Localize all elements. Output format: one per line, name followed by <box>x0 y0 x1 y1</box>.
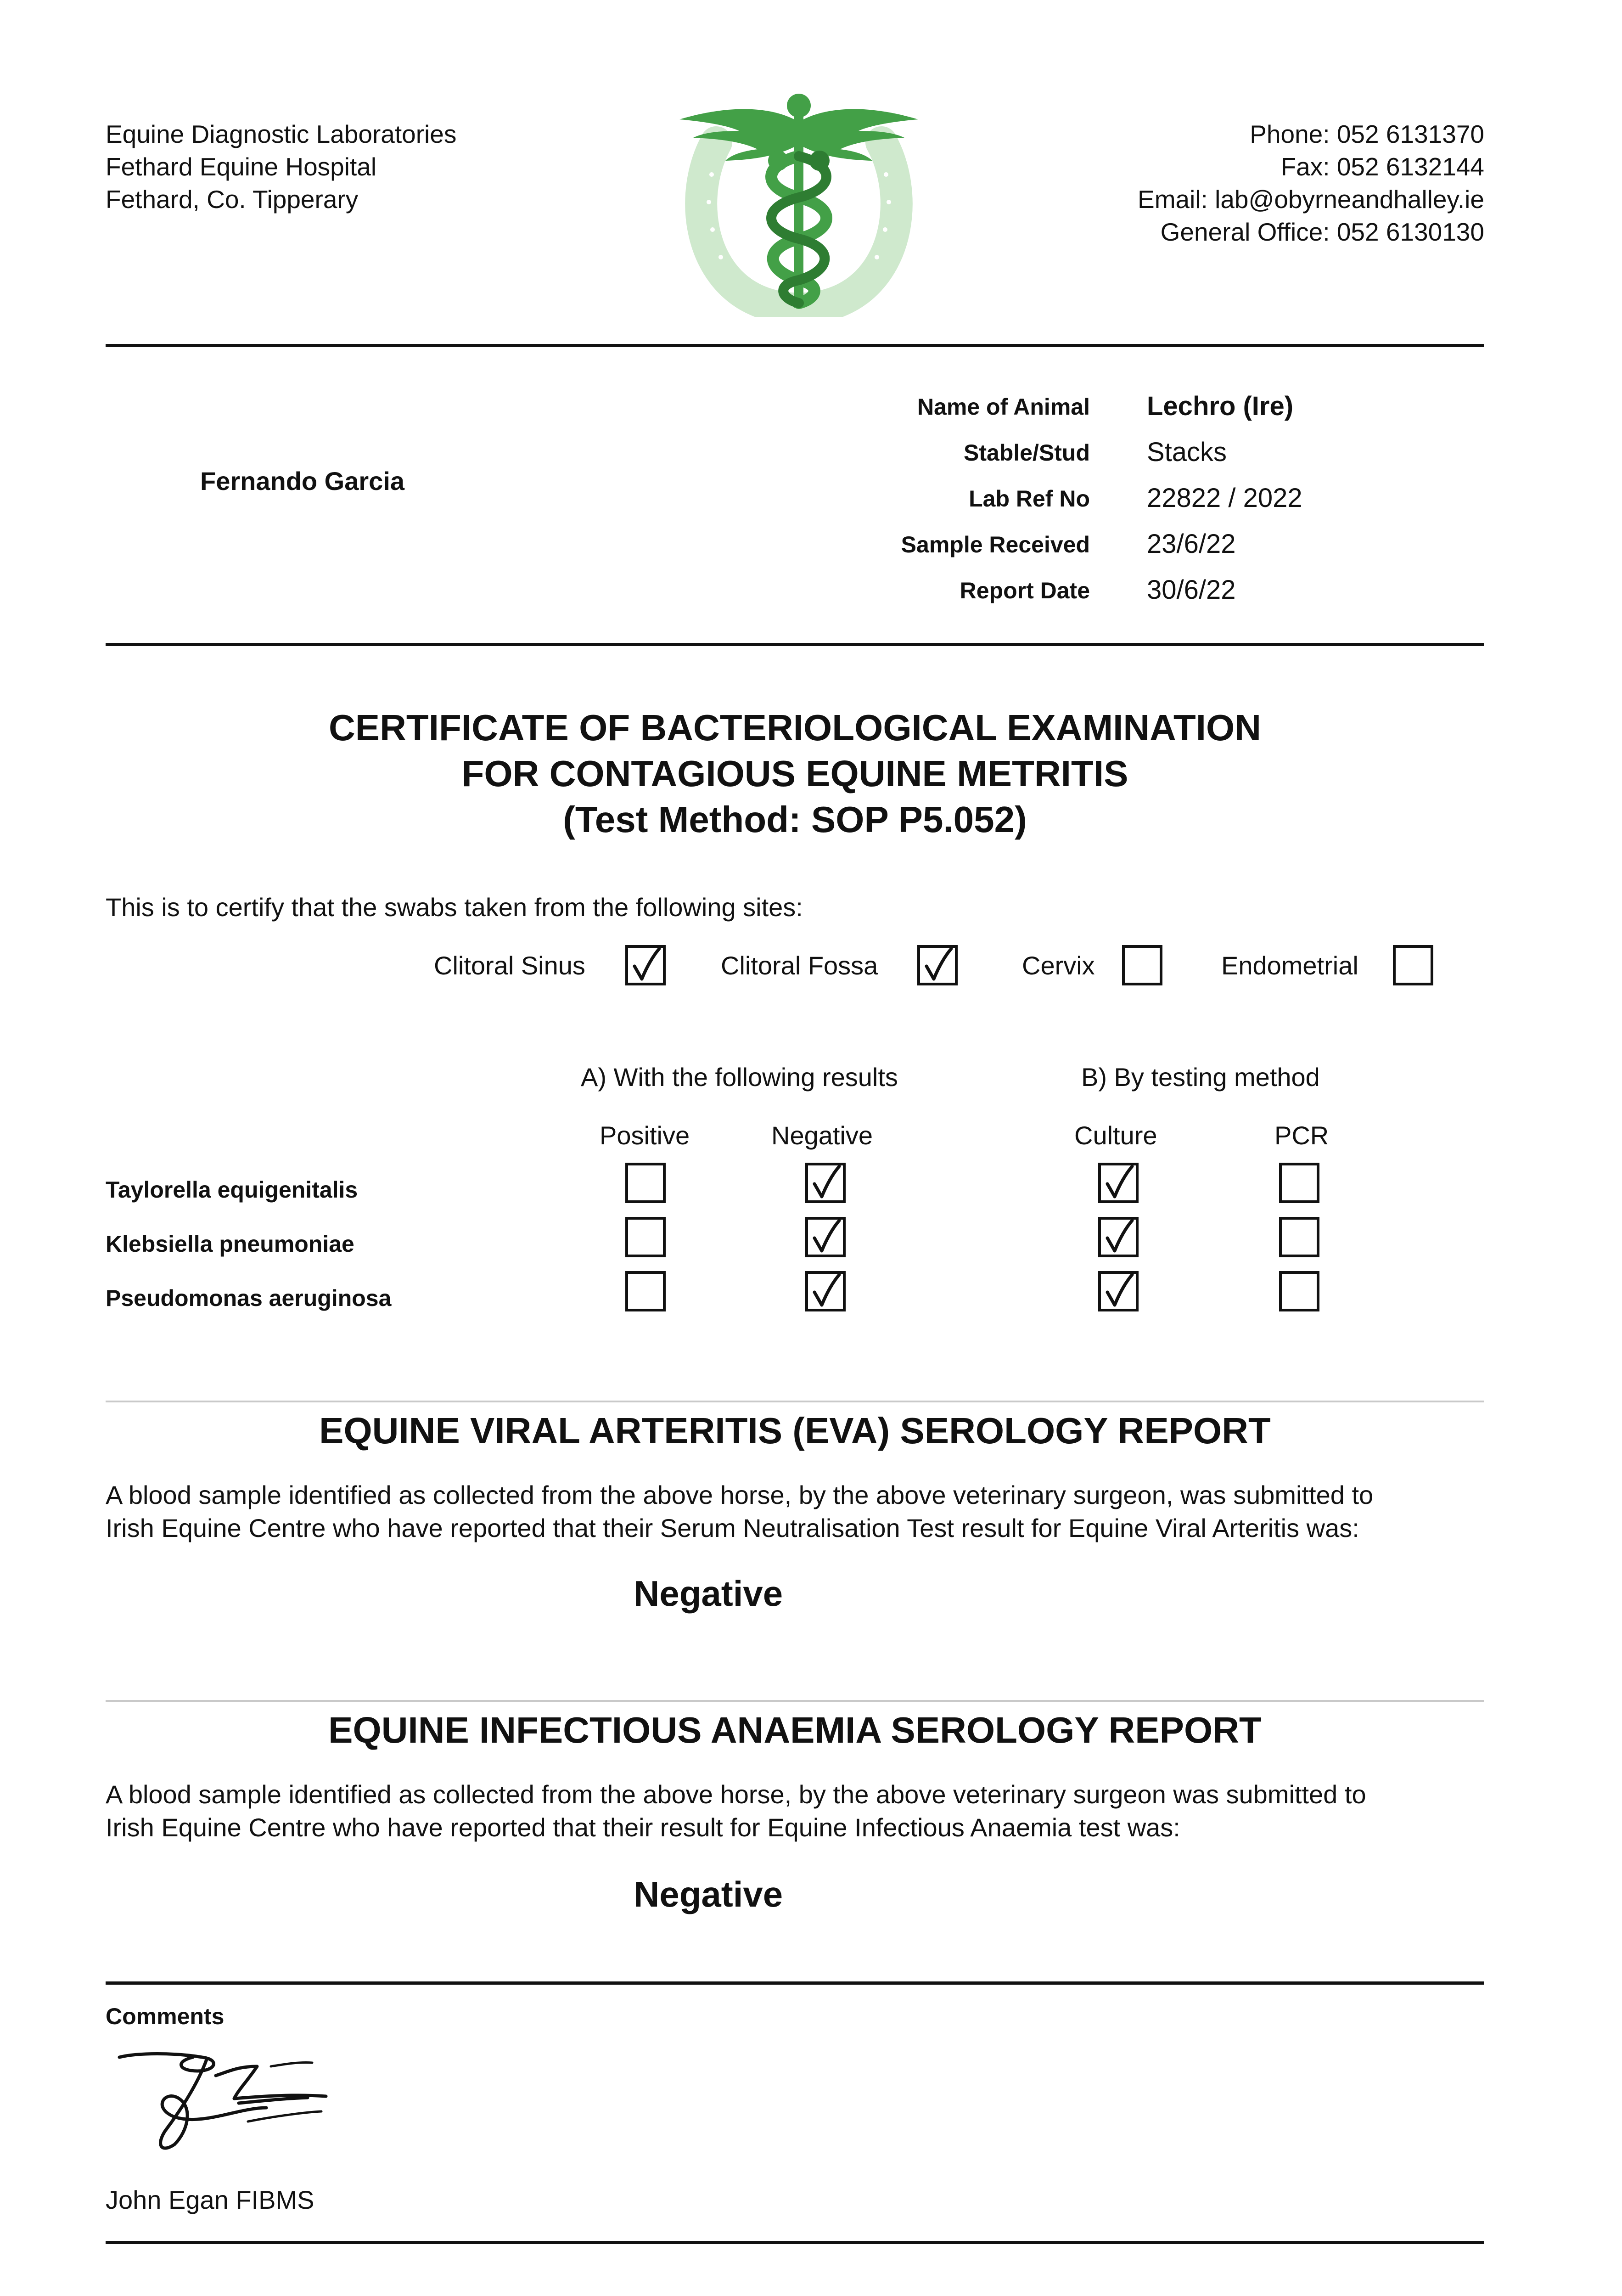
checkmark-icon <box>811 1165 843 1201</box>
eva-title: EQUINE VIRAL ARTERITIS (EVA) SEROLOGY REPORT <box>319 1410 1271 1451</box>
detail-value: 30/6/22 <box>1147 575 1236 605</box>
detail-row <box>872 526 1561 567</box>
detail-label: Report Date <box>960 578 1090 603</box>
eva-result: Negative <box>634 1573 783 1614</box>
result-checkbox <box>1098 1271 1139 1311</box>
checkmark-icon <box>1104 1219 1136 1255</box>
title-line: CERTIFICATE OF BACTERIOLOGICAL EXAMINATION <box>328 707 1262 748</box>
certificate-title <box>106 705 1484 843</box>
divider <box>106 643 1484 646</box>
detail-label: Sample Received <box>901 532 1090 557</box>
detail-row <box>872 480 1561 521</box>
organism-name: Pseudomonas aeruginosa <box>106 1285 392 1311</box>
divider <box>106 1981 1484 1985</box>
col-negative: Negative <box>771 1121 873 1150</box>
lab-address <box>106 118 456 216</box>
detail-label: Stable/Stud <box>963 440 1090 466</box>
checkmark-icon <box>923 947 955 984</box>
office-line: General Office: 052 6130130 <box>1160 218 1484 246</box>
detail-label: Lab Ref No <box>969 486 1090 512</box>
result-checkbox <box>1279 1217 1319 1257</box>
eia-title: EQUINE INFECTIOUS ANAEMIA SEROLOGY REPORT <box>328 1710 1262 1750</box>
detail-value: 23/6/22 <box>1147 529 1236 559</box>
group-a-heading: A) With the following results <box>581 1063 898 1092</box>
divider <box>106 1700 1484 1702</box>
result-checkbox <box>625 1271 666 1311</box>
divider <box>106 344 1484 347</box>
site-checkbox <box>1393 945 1433 985</box>
body-line: A blood sample identified as collected from the above horse, by the above veterinary surgeon, was submitted to <box>106 1480 1374 1509</box>
title-line: FOR CONTAGIOUS EQUINE METRITIS <box>461 753 1128 794</box>
caduceus-horseshoe-icon <box>661 87 937 317</box>
signatory-name: John Egan FIBMS <box>106 2185 314 2214</box>
checkmark-icon <box>811 1273 843 1310</box>
divider <box>106 2241 1484 2244</box>
result-checkbox <box>805 1217 846 1257</box>
body-line: Irish Equine Centre who have reported that their result for Equine Infectious Anaemia test was: <box>106 1813 1180 1842</box>
email-line: Email: lab@obyrneandhalley.ie <box>1138 185 1484 214</box>
checkmark-icon <box>811 1219 843 1255</box>
site-checkbox <box>917 945 958 985</box>
animal-name-value: Lechro (Ire) <box>1147 391 1294 421</box>
result-checkbox <box>625 1163 666 1203</box>
site-label: Cervix <box>1022 951 1095 980</box>
col-culture: Culture <box>1074 1121 1157 1150</box>
fax-line: Fax: 052 6132144 <box>1280 152 1484 181</box>
site-label: Clitoral Sinus <box>434 951 585 980</box>
organism-name: Taylorella equigenitalis <box>106 1177 358 1203</box>
detail-label: Name of Animal <box>917 394 1090 420</box>
signature <box>110 2039 349 2158</box>
site-label: Clitoral Fossa <box>721 951 878 980</box>
result-checkbox <box>1279 1163 1319 1203</box>
checkmark-icon <box>1104 1273 1136 1310</box>
result-checkbox <box>1098 1217 1139 1257</box>
checkmark-icon <box>1104 1165 1136 1201</box>
result-checkbox <box>1279 1271 1319 1311</box>
site-checkbox <box>1122 945 1162 985</box>
divider <box>106 1401 1484 1402</box>
body-line: Irish Equine Centre who have reported that their Serum Neutralisation Test result for Equine Viral Arteritis was: <box>106 1514 1359 1542</box>
detail-value: Stacks <box>1147 437 1227 467</box>
body-line: A blood sample identified as collected from the above horse, by the above veterinary surgeon was submitted to <box>106 1780 1366 1809</box>
lab-contact <box>1138 118 1484 248</box>
address-line: Equine Diagnostic Laboratories <box>106 120 457 148</box>
address-line: Fethard, Co. Tipperary <box>106 185 359 214</box>
result-checkbox <box>1098 1163 1139 1203</box>
site-checkbox <box>625 945 666 985</box>
site-label: Endometrial <box>1221 951 1358 980</box>
certify-intro: This is to certify that the swabs taken from the following sites: <box>106 893 803 922</box>
col-positive: Positive <box>600 1121 690 1150</box>
vet-name: Fernando Garcia <box>200 467 405 495</box>
detail-row <box>872 434 1561 475</box>
detail-row <box>872 388 1561 429</box>
result-checkbox <box>805 1271 846 1311</box>
result-checkbox <box>805 1163 846 1203</box>
detail-row <box>872 572 1561 613</box>
title-line: (Test Method: SOP P5.052) <box>563 799 1027 840</box>
eia-body <box>106 1778 1366 1844</box>
group-b-heading: B) By testing method <box>1081 1063 1320 1092</box>
result-checkbox <box>625 1217 666 1257</box>
organism-name: Klebsiella pneumoniae <box>106 1231 354 1257</box>
eia-result: Negative <box>634 1874 783 1914</box>
col-pcr: PCR <box>1274 1121 1329 1150</box>
detail-value: 22822 / 2022 <box>1147 483 1302 513</box>
comments-label: Comments <box>106 2003 224 2029</box>
address-line: Fethard Equine Hospital <box>106 152 377 181</box>
phone-line: Phone: 052 6131370 <box>1250 120 1484 148</box>
eva-body <box>106 1479 1373 1545</box>
checkmark-icon <box>631 947 663 984</box>
